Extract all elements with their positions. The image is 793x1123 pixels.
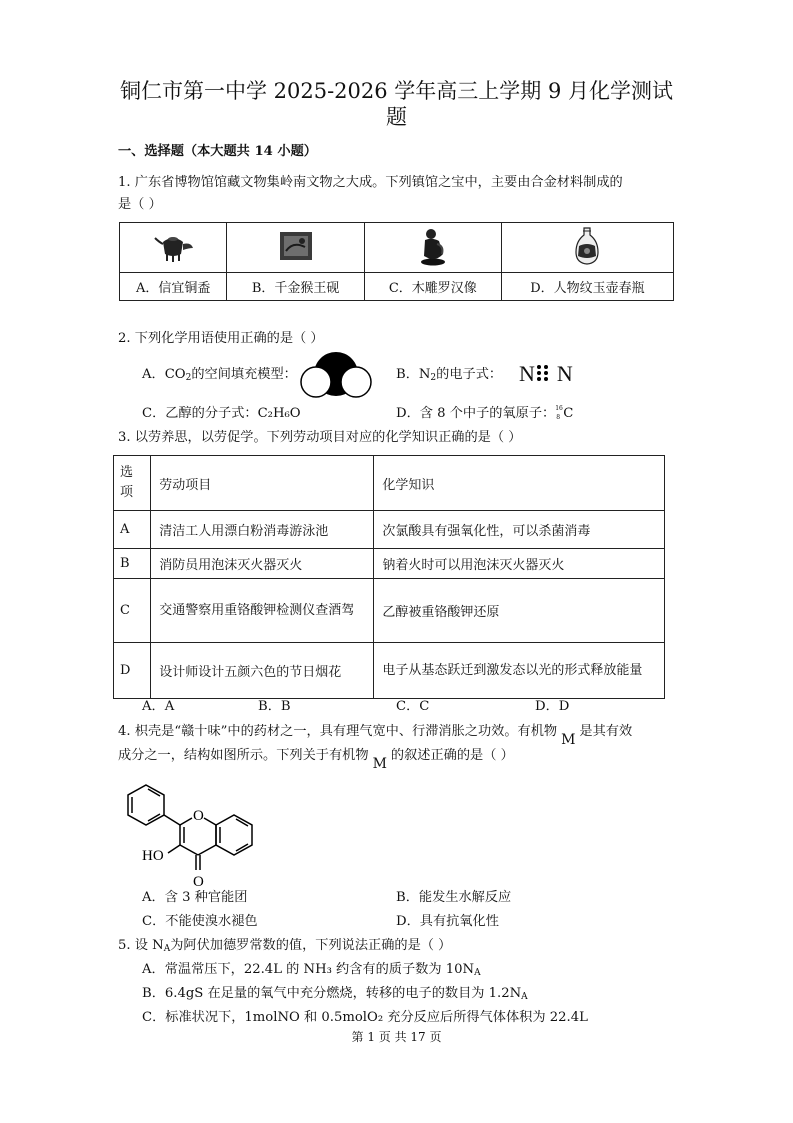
exam-title-line1: 铜仁市第一中学 2025-2026 学年高三上学期 9 月化学测试	[119, 79, 674, 103]
nuclide-mass-number: 16	[555, 405, 563, 412]
q3-row-c-key: C	[114, 579, 151, 643]
nuclide-numbers	[555, 405, 563, 423]
q3-row	[114, 549, 665, 579]
q3-stem: 3. 以劳养思，以劳促学。下列劳动项目对应的化学知识正确的是（ ）	[118, 430, 522, 445]
q5-option-b-text: B．6.4gS 在足量的氧气中充分燃烧，转移的电子的数目为 1.2N	[142, 986, 522, 1001]
q5-stem	[118, 937, 451, 958]
q4-molecule-m-label: M	[372, 756, 387, 772]
bronze-vessel-icon	[149, 228, 197, 264]
exam-title-line2: 题	[386, 105, 407, 129]
q4-stem-line2-text-a: 成分之一，结构如图所示。下列关于有机物	[118, 748, 369, 763]
q5-option-a	[142, 961, 481, 982]
q3-answer-b: B．B	[258, 699, 291, 714]
q4-option-c: C．不能使溴水褪色	[142, 914, 258, 929]
co2-space-filling-model	[300, 352, 372, 398]
q1-image-cell-c	[364, 223, 501, 273]
q5-stem-a: 5. 设 N	[118, 938, 164, 953]
q3-row-a-key: A	[114, 511, 151, 549]
q4-stem-line1	[118, 722, 633, 748]
ring-oxygen-label: O	[193, 808, 204, 824]
n2-electron-dots	[535, 362, 557, 384]
nuclide-symbol: C	[563, 406, 574, 421]
q2-option-b-sub: 2	[430, 373, 437, 383]
q2-option-d	[396, 405, 573, 423]
inkstone-icon	[277, 229, 315, 263]
q4-molecule-m-label: M	[561, 732, 576, 748]
q3-header-knowledge: 化学知识	[374, 456, 665, 511]
flavonol-structure-diagram	[118, 775, 268, 890]
q5-stem-b: 为阿伏加德罗常数的值，下列说法正确的是（ ）	[170, 938, 452, 953]
q5-option-a-text: A．常温常压下，22.4L 的 NH₃ 约含有的质子数为 10N	[142, 962, 475, 977]
q5-option-b	[142, 985, 528, 1006]
q2-option-b-suffix: 的电子式：	[436, 367, 503, 382]
q3-header-labor: 劳动项目	[151, 456, 374, 511]
q3-header-option-label: 选项	[120, 465, 134, 500]
n2-electron-formula	[519, 361, 573, 387]
q5-stem-sub: A	[163, 944, 171, 954]
q2-option-c: C．乙醇的分子式：C₂H₆O	[142, 406, 301, 421]
q3-row-c-knowledge: 乙醇被重铬酸钾还原	[374, 579, 665, 643]
q1-option-d: D．人物纹玉壶春瓶	[501, 273, 673, 301]
q3-answer-d: D．D	[535, 699, 570, 714]
nuclide-atomic-number: 8	[556, 414, 561, 421]
q4-stem-line2	[118, 746, 514, 772]
q3-answer-c: C．C	[396, 699, 430, 714]
q2-option-a-prefix: A．CO	[142, 367, 186, 382]
q2-option-a-sub: 2	[185, 373, 192, 383]
q5-option-c: C．标准状况下，1molNO 和 0.5molO₂ 充分反应后所得气体体积为 22.4L	[142, 1010, 588, 1025]
n2-right-atom: N	[556, 361, 573, 386]
q2-option-b-prefix: B．N	[396, 367, 431, 382]
q3-row-d-key: D	[114, 643, 151, 699]
q3-row-b-knowledge: 钠着火时可以用泡沫灭火器灭火	[374, 549, 665, 579]
q5-option-b-sub: A	[521, 992, 528, 1002]
q3-row-d-labor: 设计师设计五颜六色的节日烟花	[151, 643, 374, 699]
q1-option-c: C．木雕罗汉像	[364, 273, 501, 301]
q3-row-d-knowledge: 电子从基态跃迁到激发态以光的形式释放能量	[374, 643, 665, 699]
q4-stem-line2-text-b: 的叙述正确的是（ ）	[390, 748, 514, 763]
q1-image-cell-a	[120, 223, 227, 273]
q2-option-a	[142, 366, 297, 387]
q1-image-cell-b	[227, 223, 364, 273]
q3-row-a-knowledge: 次氯酸具有强氧化性，可以杀菌消毒	[374, 511, 665, 549]
q3-row-b-labor: 消防员用泡沫灭火器灭火	[151, 549, 374, 579]
section-heading: 一、选择题（本大题共 14 小题）	[118, 144, 317, 159]
q3-table	[113, 455, 665, 699]
q1-option-b: B．千金猴王砚	[227, 273, 364, 301]
q4-stem-line1-text-b: 是其有效	[579, 724, 633, 739]
q4-option-b: B．能发生水解反应	[396, 890, 512, 905]
q1-stem-line2: 是（ ）	[118, 197, 162, 212]
wood-statue-icon	[418, 226, 448, 266]
q3-row	[114, 511, 665, 549]
q2-stem: 2. 下列化学用语使用正确的是（ ）	[118, 331, 324, 346]
carbonyl-oxygen-label: O	[193, 874, 204, 890]
q2-option-b	[396, 366, 502, 387]
q3-row-b-key: B	[114, 549, 151, 579]
q4-stem-line1-text-a: 4. 枳壳是“赣十味”中的药材之一，具有理气宽中、行滞消胀之功效。有机物	[118, 724, 558, 739]
q1-option-a: A．信宜铜盉	[120, 273, 227, 301]
q1-image-table	[119, 222, 674, 301]
q4-option-d: D．具有抗氧化性	[396, 914, 499, 929]
q2-option-a-suffix: 的空间填充模型：	[191, 367, 297, 382]
q1-image-cell-d	[501, 223, 673, 273]
q4-option-a: A．含 3 种官能团	[142, 890, 248, 905]
n2-left-atom: N	[519, 361, 535, 386]
q3-row-a-labor: 清洁工人用漂白粉消毒游泳池	[151, 511, 374, 549]
hydroxyl-label: HO	[142, 848, 164, 864]
q3-row	[114, 579, 665, 643]
page-footer: 第 1 页 共 17 页	[351, 1030, 442, 1044]
porcelain-vase-icon	[574, 226, 600, 266]
q2-option-d-prefix: D．含 8 个中子的氧原子：	[396, 406, 556, 421]
q1-stem-line1: 1. 广东省博物馆馆藏文物集岭南文物之大成。下列镇馆之宝中，主要由合金材料制成的	[118, 175, 623, 190]
q3-row	[114, 643, 665, 699]
q5-option-a-sub: A	[474, 968, 481, 978]
q3-answer-a: A．A	[142, 699, 175, 714]
q3-row-c-labor: 交通警察用重铬酸钾检测仪查酒驾	[151, 579, 374, 643]
q3-header-option	[114, 456, 151, 511]
